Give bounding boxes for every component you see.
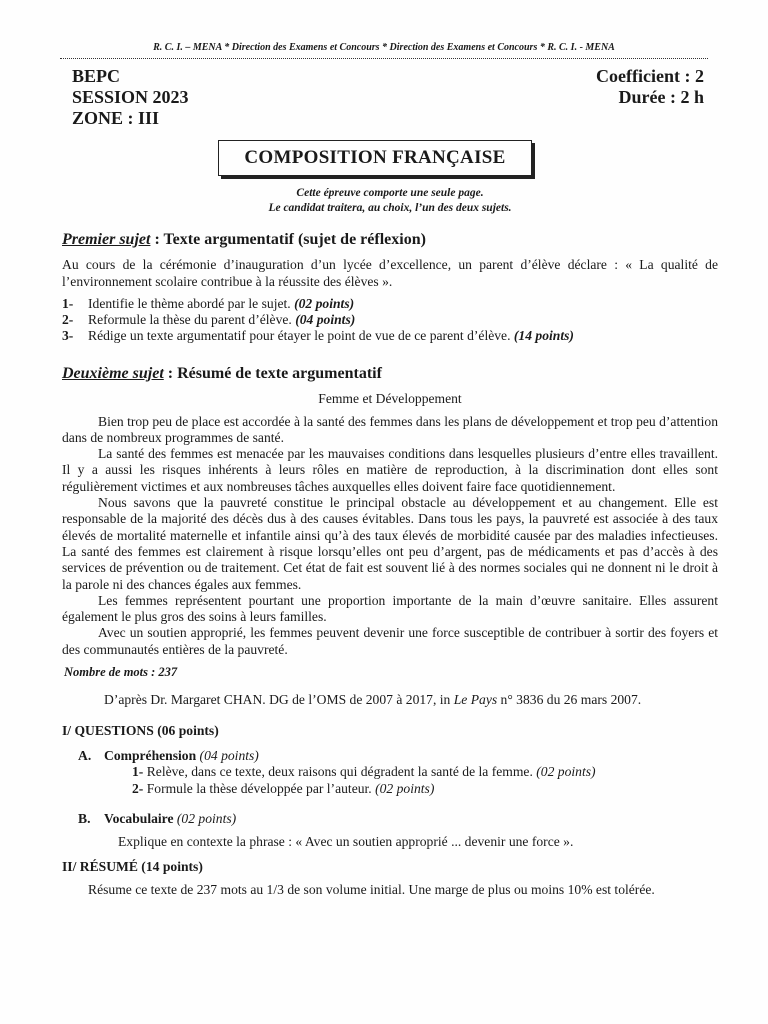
question-text: Reformule la thèse du parent d’élève. [88, 312, 296, 328]
article-paragraph: Nous savons que la pauvreté constitue le principal obstacle au développement et au changement. Elle est responsable de la majorité des décès dus à des causes évitables. Dans tous les pays, la pauvreté est associée à des taux élevés de mortalité maternelle et infantile ainsi qu’à des taux élevés de morbidité causée par des maladies infectieuses. La santé des femmes est clairement à risque lorsqu’elles ont peu d’argent, pas de médicaments et pas d’accès à des services de prévention ou de traitement. Cet état de fait est souvent lié à des normes sociales qui ne donnent ni le droit à la parole ni des chances égales aux femmes. [62, 495, 718, 592]
question-item [62, 296, 718, 312]
item-number: 2- [132, 780, 144, 796]
exam-instructions [160, 186, 620, 216]
exam-meta-right [596, 66, 704, 108]
header-line: R. C. I. – MENA * Direction des Examens et Concours * Direction des Examens et Concours * R. C. I. - MENA [153, 42, 615, 53]
source-journal: Le Pays [453, 692, 498, 708]
source-issue: n° 3836 du 26 mars 2007. [497, 692, 642, 708]
question-number: 1- [62, 295, 74, 311]
article-paragraph: La santé des femmes est menacée par les mauvaises conditions dans lesquelles plusieurs d’entre elles travaillent. Il y a aussi les risques inhérents à leurs rôles en matière de reproduction, à la discrimination dont elles sont régulièrement victimes et aux nombreuses tâches auxquelles elles doivent faire face quotidiennement. [62, 446, 718, 494]
question-points: (04 points) [295, 312, 356, 328]
subject-2-heading [62, 366, 718, 382]
source-citation [62, 692, 718, 708]
exam-name: BEPC [72, 66, 121, 86]
question-number: 3- [62, 328, 74, 344]
subject-1-title: : Texte argumentatif (sujet de réflexion) [150, 231, 426, 248]
question-text: Identifie le thème abordé par le sujet. [88, 295, 295, 311]
item-text: Formule la thèse développée par l’auteur. [143, 780, 376, 796]
subject-1 [62, 232, 718, 345]
item-points: (02 points) [375, 780, 435, 796]
item-number: 1- [132, 764, 144, 780]
part-1a [62, 748, 718, 797]
subject-1-label: Premier sujet [62, 231, 151, 248]
question-points: (14 points) [513, 328, 574, 344]
part-1b [62, 811, 718, 851]
part-1b-title: Vocabulaire [104, 810, 174, 826]
part-1a-title: Compréhension [104, 747, 197, 763]
part-1a-item [78, 781, 718, 797]
part-1-heading: I/ QUESTIONS (06 points) [62, 722, 219, 738]
text-title: Femme et Développement [318, 391, 462, 407]
subject-1-questions [62, 296, 718, 345]
subject-1-heading [62, 232, 718, 248]
exam-duration: Durée : 2 h [618, 87, 704, 107]
part-2-text: Résume ce texte de 237 mots au 1/3 de son volume initial. Une marge de plus ou moins 10% est tolérée. [88, 881, 655, 897]
question-text: Rédige un texte argumentatif pour étayer le point de vue de ce parent d’élève. [88, 328, 514, 344]
header-rule [60, 58, 708, 59]
exam-title: COMPOSITION FRANÇAISE [218, 140, 532, 176]
exam-meta-left [72, 66, 189, 129]
part-1a-letter: A. [78, 747, 92, 763]
question-points: (02 points) [294, 295, 355, 311]
word-count: Nombre de mots : 237 [64, 665, 178, 680]
part-1b-letter: B. [78, 810, 91, 826]
instruction-line: Cette épreuve comporte une seule page. [296, 187, 484, 199]
subject-2-title: : Résumé de texte argumentatif [163, 365, 382, 382]
article-paragraph: Bien trop peu de place est accordée à la santé des femmes dans les plans de développement et trop peu d’attention dans de nombreux programmes de santé. [62, 413, 718, 445]
part-1a-points: (04 points) [196, 747, 259, 763]
item-points: (02 points) [536, 764, 596, 780]
question-item [62, 312, 718, 328]
question-number: 2- [62, 312, 74, 328]
item-text: Relève, dans ce texte, deux raisons qui dégradent la santé de la femme. [143, 764, 537, 780]
part-1b-points: (02 points) [173, 810, 237, 826]
subject-2 [62, 366, 718, 898]
subject-1-prompt: Au cours de la cérémonie d’inauguration d’un lycée d’excellence, un parent d’élève déclare : « La qualité de l’environnement scolaire contribue à la réussite des élèves ». [62, 257, 718, 289]
question-item [62, 328, 718, 344]
exam-coefficient: Coefficient : 2 [596, 66, 704, 86]
instruction-line: Le candidat traitera, au choix, l’un des deux sujets. [268, 202, 512, 214]
subject-2-label: Deuxième sujet [62, 365, 164, 382]
article-paragraph: Les femmes représentent pourtant une proportion importante de la main d’œuvre sanitaire. Elles assurent également le plus gros des soins à leurs familles. [62, 592, 718, 625]
article-text [62, 414, 718, 658]
part-1b-text: Explique en contexte la phrase : « Avec un soutien approprié ... devenir une force ». [118, 834, 574, 850]
part-1a-item [78, 764, 718, 780]
source-author: D’après Dr. Margaret CHAN. DG de l’OMS de 2007 à 2017, in [104, 692, 454, 708]
part-2-heading: II/ RÉSUMÉ (14 points) [62, 859, 203, 875]
exam-zone: ZONE : III [72, 108, 160, 128]
exam-session: SESSION 2023 [72, 87, 189, 107]
article-paragraph: Avec un soutien approprié, les femmes peuvent devenir une force susceptible de contribuer à sortir des foyers et des communautés entières de la pauvreté. [62, 625, 718, 657]
